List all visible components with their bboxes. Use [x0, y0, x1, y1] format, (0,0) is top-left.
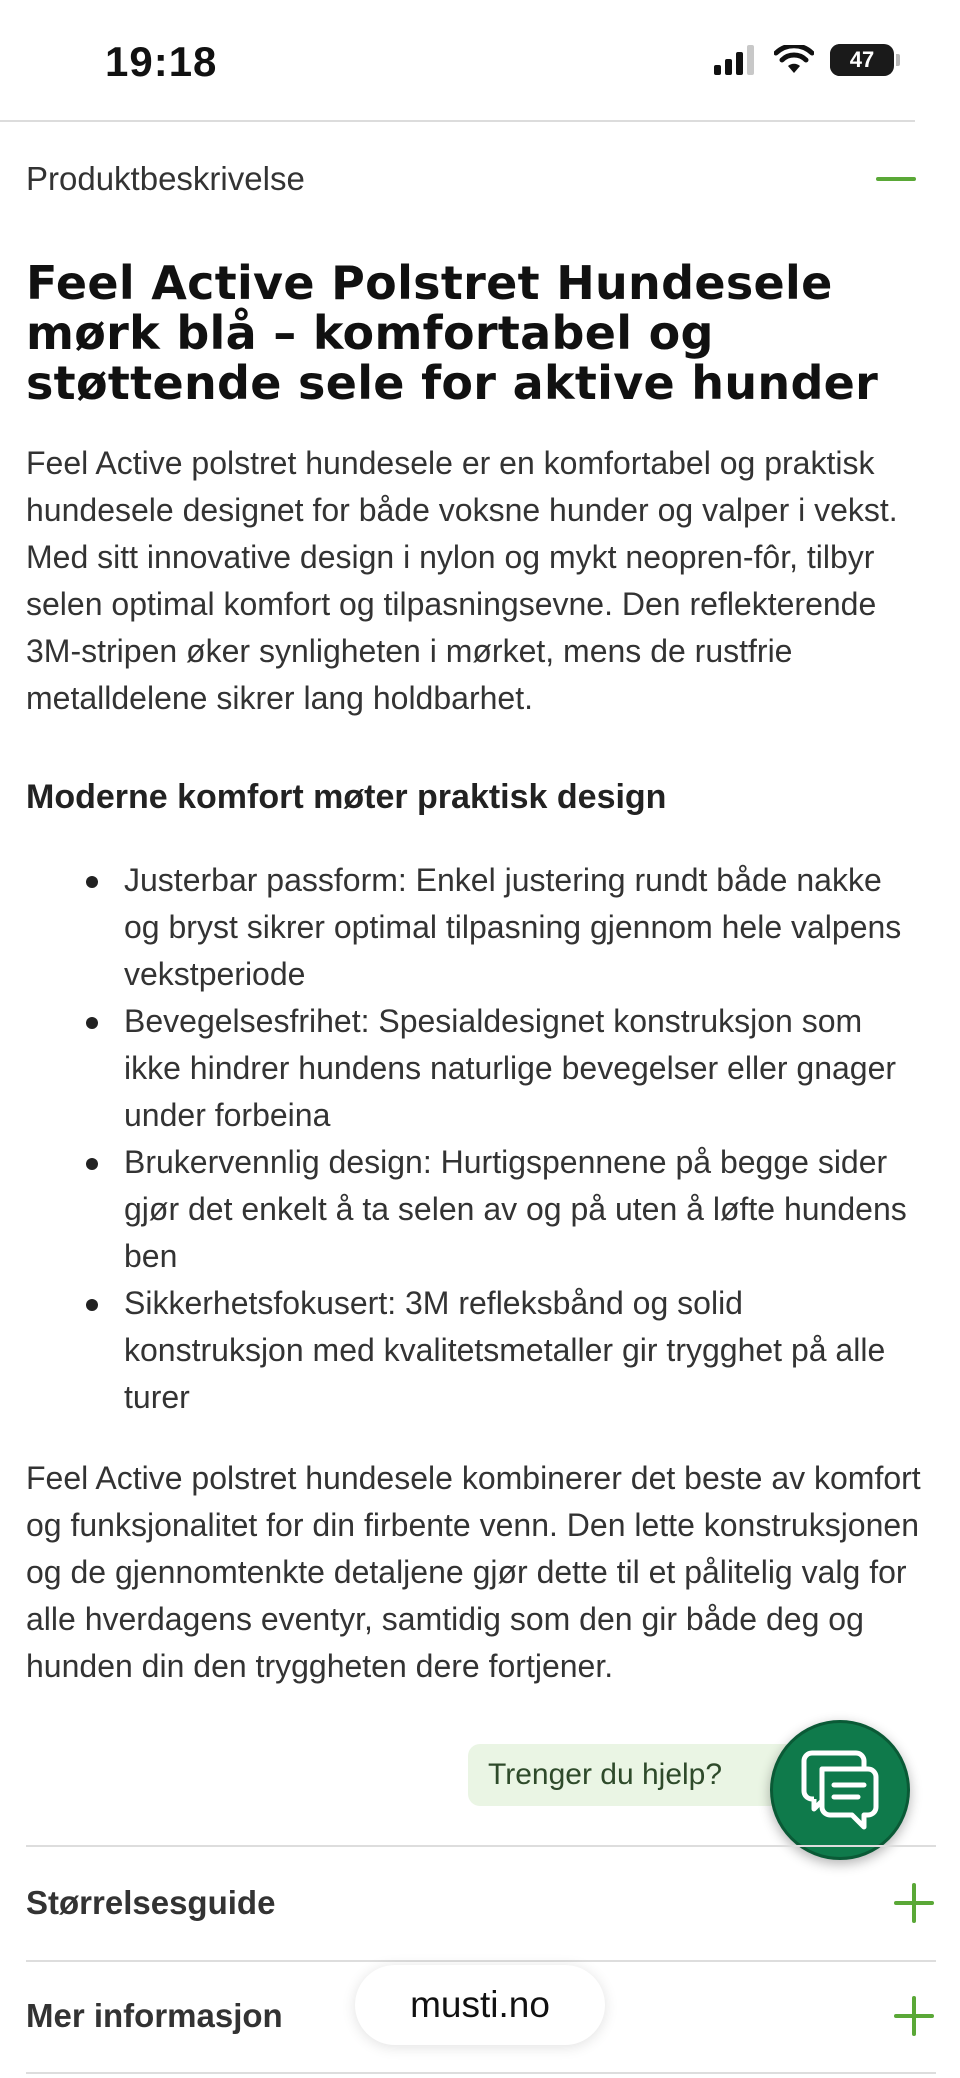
- help-prompt-label: Trenger du hjelp?: [488, 1758, 723, 1791]
- accordion-divider: [26, 1960, 936, 1962]
- feature-list: [26, 857, 926, 1421]
- feature-list-item: Brukervennlig design: Hurtigspennene på begge sider gjør det enkelt å ta selen av og på uten å løfte hundens ben: [124, 1139, 926, 1280]
- feature-list-item: Sikkerhetsfokusert: 3M refleksbånd og solid konstruksjon med kvalitetsmetaller gir trygghet på alle turer: [124, 1280, 926, 1421]
- wifi-icon: [774, 45, 814, 75]
- feature-list-item: Justerbar passform: Enkel justering rundt både nakke og bryst sikrer optimal tilpasning gjennom hele valpens vekstperiode: [124, 857, 926, 998]
- accordion-label: Mer informasjon: [26, 1997, 283, 2034]
- browser-url-text: musti.no: [410, 1984, 550, 2025]
- accordion-label: Størrelsesguide: [26, 1884, 276, 1921]
- browser-url-bar[interactable]: [355, 1965, 605, 2045]
- accordion-size-guide[interactable]: [26, 1873, 936, 1933]
- accordion-header-description[interactable]: [26, 155, 916, 203]
- outro-paragraph: Feel Active polstret hundesele kombinerer det beste av komfort og funksjonalitet for din firbente venn. Den lette konstruksjonen og de gjennomtenkte detaljene gjør dette til et pålitelig valg for alle hverdagens eventyr, samtidig som den gir både deg og hunden din den tryggheten dere fortjener.: [26, 1460, 921, 1684]
- accordion-title: Produktbeskrivelse: [26, 160, 305, 197]
- intro-paragraph: Feel Active polstret hundesele er en komfortabel og praktisk hundesele designet for både voksne hunder og valper i vekst. Med sitt innovative design i nylon og mykt neopren-fôr, tilbyr selen optimal komfort og tilpasningsevne. Den reflekterende 3M-stripen øker synligheten i mørket, mens de rustfrie metalldelene sikrer lang holdbarhet.: [26, 445, 898, 716]
- accordion-divider: [26, 1845, 936, 1847]
- chat-bubbles-icon: [792, 1745, 888, 1835]
- plus-icon[interactable]: [894, 1996, 934, 2036]
- top-divider: [0, 120, 915, 122]
- feature-list-item: Bevegelsesfrihet: Spesialdesignet konstruksjon som ikke hindrer hundens naturlige bevegelser eller gnager under forbeina: [124, 998, 926, 1139]
- feature-subheading: Moderne komfort møter praktisk design: [26, 778, 667, 816]
- cellular-signal-icon: [714, 45, 758, 75]
- plus-icon[interactable]: [894, 1883, 934, 1923]
- battery-icon: [830, 44, 894, 76]
- accordion-divider: [26, 2072, 936, 2074]
- minus-icon[interactable]: [876, 177, 916, 181]
- battery-level-text: 47: [849, 47, 875, 72]
- status-icons: [714, 44, 900, 76]
- status-bar: [0, 0, 960, 120]
- status-time: 19:18: [105, 38, 218, 85]
- chat-button[interactable]: [770, 1720, 910, 1860]
- product-heading: Feel Active Polstret Hundesele mørk blå – komfortabel og støttende sele for aktive hunder: [26, 256, 879, 410]
- help-prompt[interactable]: [468, 1744, 798, 1806]
- product-description: [26, 258, 926, 1690]
